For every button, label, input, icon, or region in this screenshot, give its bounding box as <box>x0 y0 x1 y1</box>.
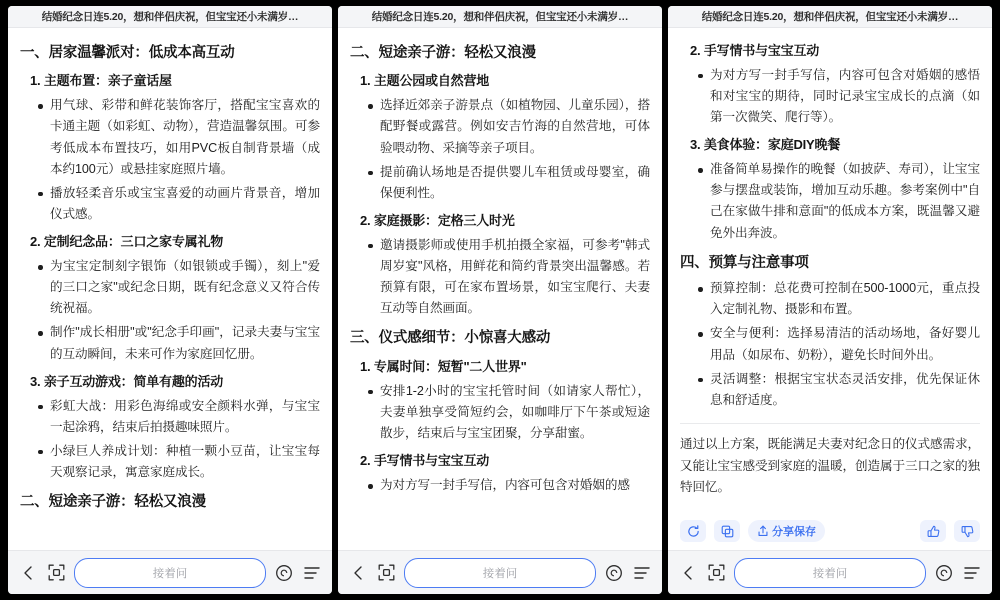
sub-heading: 1. 主题公园或自然营地 <box>360 73 490 89</box>
list-item: 提前确认场地是否提供婴儿车租赁或母婴室，确保便利性。 <box>350 162 650 204</box>
pane-3-title: 结婚纪念日连5.20，想和伴侣庆祝，但宝宝还小未满岁… <box>701 11 959 23</box>
message-actions <box>668 514 992 550</box>
pane-3-bottom-bar <box>668 550 992 594</box>
pane-2-content <box>338 28 662 550</box>
compose-input[interactable] <box>404 558 596 588</box>
pane-3-content <box>668 28 992 514</box>
pane-3-header <box>668 6 992 28</box>
chat-pane-2 <box>338 6 662 594</box>
sub-heading: 2. 手写情书与宝宝互动 <box>690 43 820 58</box>
menu-icon[interactable] <box>962 563 982 583</box>
pane-1-bottom-bar <box>8 550 332 594</box>
list-item: 灵活调整：根据宝宝状态灵活安排，优先保证休息和舒适度。 <box>680 369 980 411</box>
menu-icon[interactable] <box>632 563 652 583</box>
list-item: 小绿巨人养成计划：种植一颗小豆苗，让宝宝每天观察记录，寓意家庭成长。 <box>20 441 320 483</box>
new-chat-icon[interactable] <box>46 563 66 583</box>
share-save-button[interactable] <box>748 520 825 542</box>
new-chat-icon[interactable] <box>706 563 726 583</box>
share-icon <box>757 525 769 537</box>
voice-icon[interactable] <box>934 563 954 583</box>
sub-heading: 3. 美食体验：家庭DIY晚餐 <box>690 137 841 153</box>
sub-heading: 2. 手写情书与宝宝互动 <box>360 453 490 469</box>
back-icon[interactable] <box>348 563 368 583</box>
sub-heading: 3. 亲子互动游戏：简单有趣的活动 <box>30 373 224 389</box>
compose-placeholder: 接着问 <box>482 567 518 580</box>
section-heading: 三、仪式感细节：小惊喜大感动 <box>350 330 551 347</box>
back-icon[interactable] <box>678 563 698 583</box>
menu-icon[interactable] <box>302 563 322 583</box>
share-save-label: 分享保存 <box>772 526 816 538</box>
pane-1-content <box>8 28 332 550</box>
new-chat-icon[interactable] <box>376 563 396 583</box>
list-item: 彩虹大战：用彩色海绵或安全颜料水弹，与宝宝一起涂鸦，结束后拍摄趣味照片。 <box>20 396 320 438</box>
copy-icon[interactable] <box>714 520 740 542</box>
list-item: 制作"成长相册"或"纪念手印画"，记录夫妻与宝宝的互动瞬间，未来可作为家庭回忆册。 <box>20 322 320 364</box>
section-heading: 一、居家温馨派对：低成本高互动 <box>20 45 235 61</box>
chat-pane-3 <box>668 6 992 594</box>
list-item: 播放轻柔音乐或宝宝喜爱的动画片背景音，增加仪式感。 <box>20 183 320 225</box>
divider <box>680 423 980 424</box>
pane-1-header <box>8 6 332 28</box>
list-item: 为对方写一封手写信，内容可包含对婚姻的感 <box>350 475 650 496</box>
list-item: 为宝宝定制刻字银饰（如银锁或手镯），刻上"爱的三口之家"或纪念日期，既有纪念意义又符合传统祝福。 <box>20 256 320 319</box>
thumbs-up-icon[interactable] <box>920 520 946 542</box>
sub-heading: 1. 专属时间：短暂"二人世界" <box>360 358 527 374</box>
compose-input[interactable] <box>734 558 926 588</box>
pane-2-header <box>338 6 662 28</box>
voice-icon[interactable] <box>604 563 624 583</box>
chat-pane-1 <box>8 6 332 594</box>
closing-paragraph: 通过以上方案，既能满足夫妻对纪念日的仪式感需求，又能让宝宝感受到家庭的温暖，创造属于三口之家的独特回忆。 <box>680 437 980 495</box>
back-icon[interactable] <box>18 563 38 583</box>
sub-heading: 1. 主题布置：亲子童话屋 <box>30 73 172 89</box>
refresh-icon[interactable] <box>680 520 706 542</box>
list-item: 用气球、彩带和鲜花装饰客厅，搭配宝宝喜欢的卡通主题（如彩虹、动物），营造温馨氛围。可参考低成本布置技巧，如用PVC板自制背景墙（成本约100元）或悬挂家庭照片墙。 <box>20 95 320 180</box>
pane-2-bottom-bar <box>338 550 662 594</box>
pane-2-title: 结婚纪念日连5.20，想和伴侣庆祝，但宝宝还小未满岁… <box>371 11 629 23</box>
thumbs-down-icon[interactable] <box>954 520 980 542</box>
compose-input[interactable] <box>74 558 266 588</box>
list-item: 邀请摄影师或使用手机拍摄全家福，可参考"韩式周岁宴"风格，用鲜花和简约背景突出温馨感。若预算有限，可在家布置场景，如宝宝爬行、夫妻互动等自然画面。 <box>350 235 650 320</box>
section-heading: 二、短途亲子游：轻松又浪漫 <box>20 494 206 511</box>
list-item: 准备简单易操作的晚餐（如披萨、寿司），让宝宝参与摆盘或装饰，增加互动乐趣。参考案例中"自己在家做牛排和意面"的低成本方案，既温馨又避免外出奔波。 <box>680 159 980 244</box>
voice-icon[interactable] <box>274 563 294 583</box>
compose-placeholder: 接着问 <box>152 567 188 580</box>
list-item: 选择近郊亲子游景点（如植物园、儿童乐园），搭配野餐或露营。例如安吉竹海的自然营地，可体验喂动物、采摘等亲子项目。 <box>350 95 650 158</box>
list-item: 安排1-2小时的宝宝托管时间（如请家人帮忙），夫妻单独享受简短约会，如咖啡厅下午茶或短途散步，结束后与宝宝团聚，分享甜蜜。 <box>350 381 650 444</box>
section-heading: 四、预算与注意事项 <box>680 254 809 271</box>
pane-1-title: 结婚纪念日连5.20，想和伴侣庆祝，但宝宝还小未满岁… <box>41 11 299 23</box>
section-heading: 二、短途亲子游：轻松又浪漫 <box>350 45 536 61</box>
list-item: 为对方写一封手写信，内容可包含对婚姻的感悟和对宝宝的期待，同时记录宝宝成长的点滴（如第一次微笑、爬行等）。 <box>680 65 980 128</box>
compose-placeholder: 接着问 <box>812 567 848 580</box>
sub-heading: 2. 定制纪念品：三口之家专属礼物 <box>30 234 224 250</box>
list-item: 预算控制：总花费可控制在500-1000元，重点投入定制礼物、摄影和布置。 <box>680 278 980 320</box>
sub-heading: 2. 家庭摄影：定格三人时光 <box>360 213 515 229</box>
list-item: 安全与便利：选择易清洁的活动场地，备好婴儿用品（如尿布、奶粉），避免长时间外出。 <box>680 323 980 365</box>
